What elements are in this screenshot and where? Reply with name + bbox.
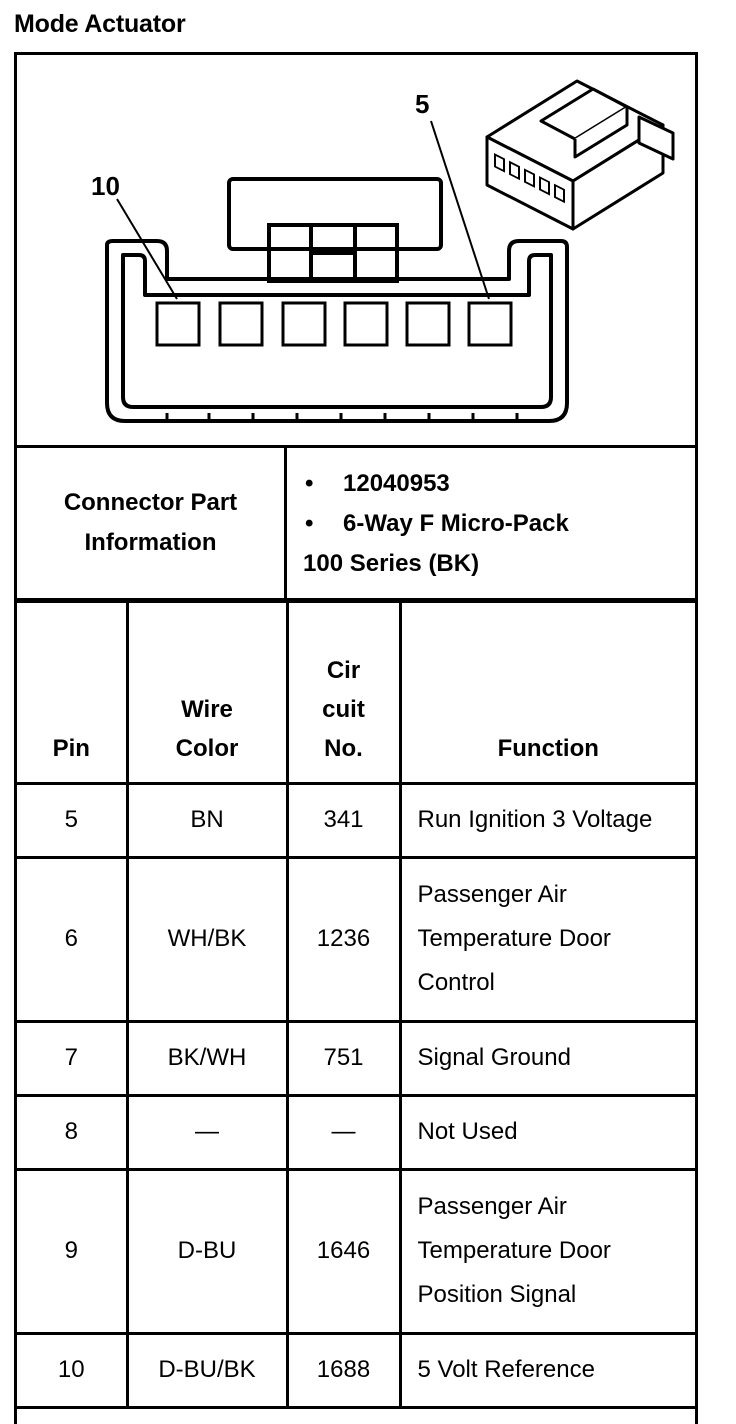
pin-cavity-10 — [157, 303, 199, 345]
table-row — [17, 1169, 695, 1333]
circuit-cell: 751 — [287, 1021, 400, 1095]
callout-10: 10 — [91, 171, 120, 201]
circuit-cell: 1688 — [287, 1333, 400, 1407]
table-row — [17, 857, 695, 1021]
bullet: • — [305, 470, 314, 497]
wire-color-cell: D-BU — [127, 1169, 287, 1333]
connector-part-info — [17, 448, 695, 603]
connector-info-label — [17, 448, 287, 598]
callout-5: 5 — [415, 89, 430, 119]
header-circuit-no: Cir cuit No. — [287, 603, 400, 783]
wire-color-cell: WH/BK — [127, 857, 287, 1021]
wire-color-cell: — — [127, 1095, 287, 1169]
table-header-row — [17, 603, 695, 783]
connector-diagram — [17, 55, 695, 448]
pin-cavity-9 — [220, 303, 262, 345]
connector-info-values — [303, 464, 693, 584]
function-cell: Run Ignition 3 Voltage — [400, 783, 695, 857]
connector-description-line1: 6-Way F Micro-Pack — [343, 510, 569, 537]
function-cell: Passenger Air Temperature Door Control — [400, 857, 695, 1021]
pin-cell: 6 — [17, 857, 127, 1021]
table-row — [17, 1095, 695, 1169]
pin-cell: 8 — [17, 1095, 127, 1169]
connector-info-label-line1: Connector Part — [63, 489, 238, 516]
latch-body — [229, 179, 441, 249]
function-cell: 5 Volt Reference — [400, 1333, 695, 1407]
bullet: • — [305, 510, 314, 537]
header-wire-color: Wire Color — [127, 603, 287, 783]
function-cell: Passenger Air Temperature Door Position Signal — [400, 1169, 695, 1333]
circuit-cell: 1646 — [287, 1169, 400, 1333]
page-title: Mode Actuator — [14, 10, 186, 38]
connector-info-label-line2: Information — [84, 529, 217, 556]
connector-description-line2: 100 Series (BK) — [303, 550, 480, 577]
table-row — [17, 783, 695, 857]
wire-color-cell: BN — [127, 783, 287, 857]
pin-cell: 9 — [17, 1169, 127, 1333]
pin-cavity-5 — [469, 303, 511, 345]
pin-cavity-7 — [345, 303, 387, 345]
housing-outer — [107, 241, 567, 421]
table-row — [17, 1333, 695, 1407]
circuit-cell: 341 — [287, 783, 400, 857]
connector-face-drawing — [17, 55, 695, 445]
pin-cavity-6 — [407, 303, 449, 345]
header-pin: Pin — [17, 603, 127, 783]
part-number: 12040953 — [343, 470, 450, 497]
function-cell: Signal Ground — [400, 1021, 695, 1095]
pin-cell: 10 — [17, 1333, 127, 1407]
pinout-table — [17, 603, 695, 1409]
connector-sheet — [14, 52, 698, 1424]
pin-cell: 5 — [17, 783, 127, 857]
pin-cavity-8 — [283, 303, 325, 345]
wire-color-cell: BK/WH — [127, 1021, 287, 1095]
circuit-cell: 1236 — [287, 857, 400, 1021]
connector-iso-thumbnail — [487, 81, 673, 229]
wire-color-cell: D-BU/BK — [127, 1333, 287, 1407]
pin-cell: 7 — [17, 1021, 127, 1095]
circuit-cell: — — [287, 1095, 400, 1169]
table-row — [17, 1021, 695, 1095]
function-cell: Not Used — [400, 1095, 695, 1169]
header-function: Function — [400, 603, 695, 783]
